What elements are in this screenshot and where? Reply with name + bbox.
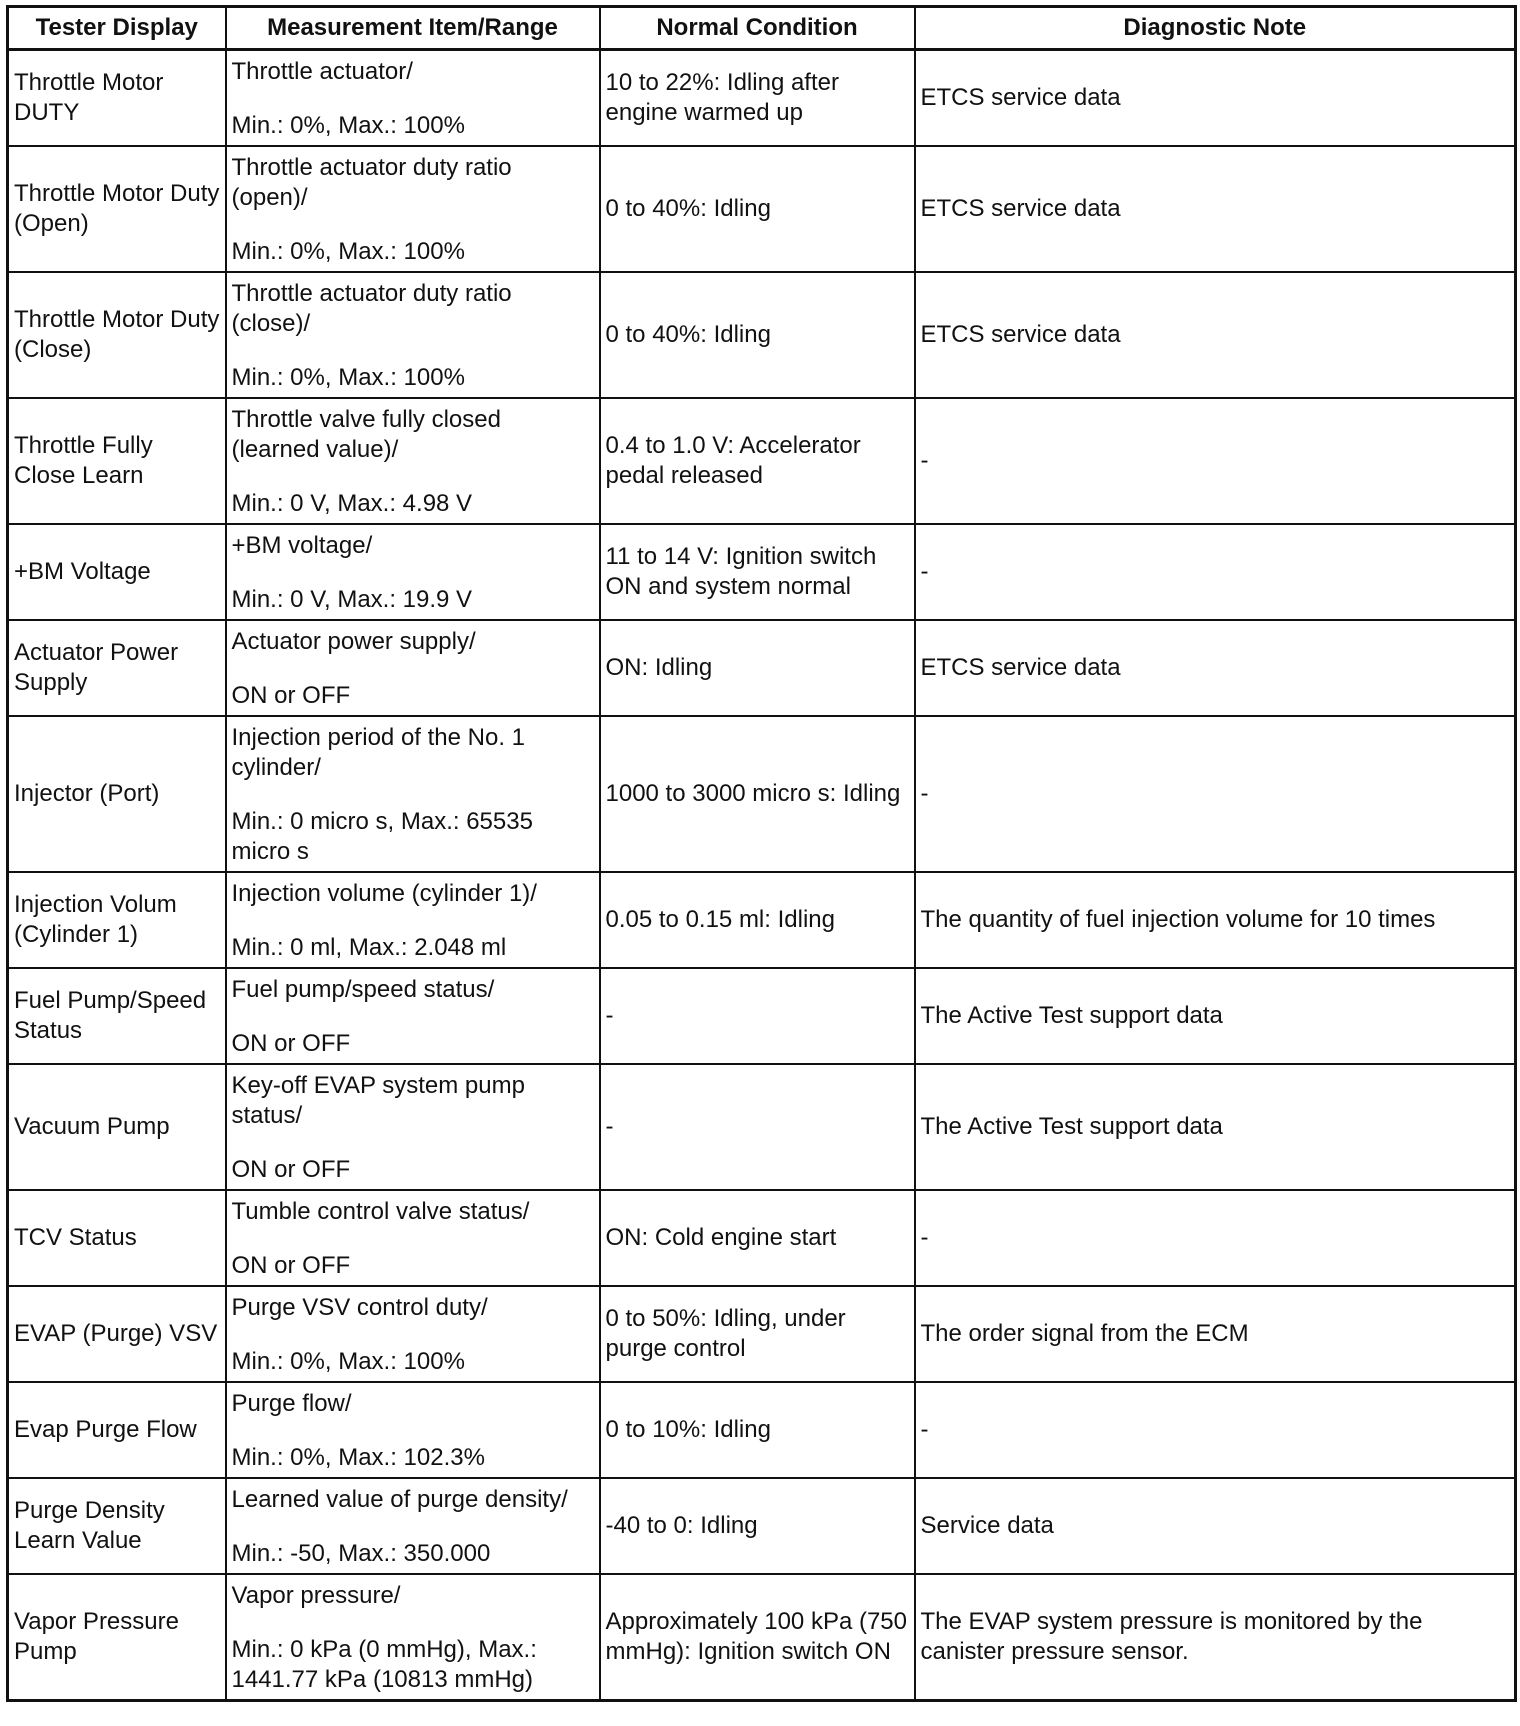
measurement-item-line: (learned value)/ [231,436,399,463]
header-row [8,7,1516,50]
measurement-gap [232,1611,594,1635]
cell-diagnostic-note: The order signal from the ECM [915,1286,1516,1382]
table-row [8,1064,1516,1190]
measurement-range-line: ON or OFF [231,1156,351,1183]
measurement-range-line: ON or OFF [231,1252,351,1279]
cell-tester-display: Evap Purge Flow [8,1382,226,1478]
cell-tester-display: Throttle Fully Close Learn [8,398,226,524]
cell-measurement-item [226,398,600,524]
measurement-item-line: Vapor pressure/ [231,1582,401,1609]
measurement-range-line: Min.: 0%, Max.: 100% [231,1348,465,1375]
measurement-range-line: ON or OFF [231,682,351,709]
cell-tester-display: Injection Volum (Cylinder 1) [8,872,226,968]
table-row [8,620,1516,716]
table-row [8,1478,1516,1574]
measurement-gap [232,1323,594,1347]
cell-tester-display: EVAP (Purge) VSV [8,1286,226,1382]
cell-measurement-item [226,1478,600,1574]
measurement-gap [232,909,594,933]
table-row [8,50,1516,147]
measurement-range-line: Min.: 0 V, Max.: 19.9 V [231,586,473,613]
cell-tester-display: Throttle Motor Duty (Open) [8,146,226,272]
measurement-range-line: ON or OFF [231,1030,351,1057]
cell-normal-condition: 0.05 to 0.15 ml: Idling [600,872,915,968]
cell-diagnostic-note: ETCS service data [915,146,1516,272]
cell-measurement-item [226,524,600,620]
cell-tester-display: Vacuum Pump [8,1064,226,1190]
table-row [8,272,1516,398]
cell-measurement-item [226,146,600,272]
measurement-range-line: Min.: 0 kPa (0 mmHg), Max.: [231,1636,537,1663]
measurement-range-line: Min.: 0%, Max.: 100% [231,238,465,265]
measurement-gap [232,1005,594,1029]
measurement-item-line: Purge VSV control duty/ [231,1294,488,1321]
measurement-gap [232,213,594,237]
measurement-item-line: Throttle actuator duty ratio [231,154,512,181]
cell-normal-condition: ON: Idling [600,620,915,716]
measurement-item-line: Actuator power supply/ [231,628,476,655]
cell-measurement-item [226,1064,600,1190]
cell-tester-display: Throttle Motor Duty (Close) [8,272,226,398]
cell-normal-condition: 0 to 40%: Idling [600,272,915,398]
cell-diagnostic-note: The quantity of fuel injection volume for 10 times [915,872,1516,968]
header-diagnostic-note: Diagnostic Note [915,7,1516,50]
cell-diagnostic-note: ETCS service data [915,50,1516,147]
table-row [8,398,1516,524]
measurement-item-line: Injection volume (cylinder 1)/ [231,880,537,907]
measurement-item-line: Tumble control valve status/ [231,1198,530,1225]
measurement-gap [232,1419,594,1443]
cell-normal-condition: 11 to 14 V: Ignition switch ON and system normal [600,524,915,620]
cell-tester-display: Throttle Motor DUTY [8,50,226,147]
measurement-range-line: 1441.77 kPa (10813 mmHg) [231,1666,533,1693]
cell-measurement-item [226,1286,600,1382]
cell-normal-condition: -40 to 0: Idling [600,1478,915,1574]
measurement-gap [232,561,594,585]
table-row [8,1382,1516,1478]
cell-diagnostic-note: - [915,1190,1516,1286]
cell-normal-condition: 0 to 50%: Idling, under purge control [600,1286,915,1382]
cell-diagnostic-note: - [915,398,1516,524]
table-row [8,1286,1516,1382]
measurement-gap [232,1227,594,1251]
cell-diagnostic-note: - [915,1382,1516,1478]
header-tester-display: Tester Display [8,7,226,50]
measurement-item-line: Fuel pump/speed status/ [231,976,495,1003]
cell-measurement-item [226,968,600,1064]
cell-diagnostic-note: ETCS service data [915,620,1516,716]
cell-diagnostic-note: Service data [915,1478,1516,1574]
table-row [8,1190,1516,1286]
cell-measurement-item [226,1382,600,1478]
measurement-item-line: status/ [231,1102,303,1129]
cell-measurement-item [226,50,600,147]
measurement-gap [232,783,594,807]
cell-diagnostic-note: The Active Test support data [915,1064,1516,1190]
cell-tester-display: Fuel Pump/Speed Status [8,968,226,1064]
measurement-item-line: (open)/ [231,184,308,211]
header-normal-condition: Normal Condition [600,7,915,50]
cell-diagnostic-note: ETCS service data [915,272,1516,398]
cell-diagnostic-note: - [915,716,1516,872]
cell-tester-display: Vapor Pressure Pump [8,1574,226,1701]
table-row [8,146,1516,272]
cell-normal-condition: ON: Cold engine start [600,1190,915,1286]
cell-tester-display: TCV Status [8,1190,226,1286]
data-list-sheet [6,5,1514,1702]
measurement-range-line: Min.: 0%, Max.: 102.3% [231,1444,485,1471]
cell-tester-display: Injector (Port) [8,716,226,872]
measurement-range-line: Min.: 0%, Max.: 100% [231,364,465,391]
cell-normal-condition: 0 to 10%: Idling [600,1382,915,1478]
cell-normal-condition: 1000 to 3000 micro s: Idling [600,716,915,872]
cell-normal-condition: 0.4 to 1.0 V: Accelerator pedal released [600,398,915,524]
measurement-item-line: Key-off EVAP system pump [231,1072,525,1099]
cell-normal-condition: - [600,968,915,1064]
cell-diagnostic-note: The Active Test support data [915,968,1516,1064]
cell-diagnostic-note: The EVAP system pressure is monitored by the canister pressure sensor. [915,1574,1516,1701]
cell-measurement-item [226,716,600,872]
cell-measurement-item [226,620,600,716]
table-row [8,1574,1516,1701]
table-row [8,716,1516,872]
measurement-range-line: Min.: 0 micro s, Max.: 65535 [231,808,533,835]
cell-normal-condition: 10 to 22%: Idling after engine warmed up [600,50,915,147]
table-row [8,968,1516,1064]
measurement-range-line: Min.: 0%, Max.: 100% [231,112,465,139]
data-list-table [6,5,1517,1702]
cell-tester-display: Purge Density Learn Value [8,1478,226,1574]
measurement-item-line: Throttle valve fully closed [231,406,501,433]
measurement-item-line: Throttle actuator/ [231,58,413,85]
cell-measurement-item [226,1574,600,1701]
cell-normal-condition: Approximately 100 kPa (750 mmHg): Ignition switch ON [600,1574,915,1701]
cell-normal-condition: 0 to 40%: Idling [600,146,915,272]
cell-measurement-item [226,1190,600,1286]
measurement-item-line: Purge flow/ [231,1390,352,1417]
cell-measurement-item [226,872,600,968]
table-row [8,524,1516,620]
cell-diagnostic-note: - [915,524,1516,620]
measurement-item-line: Throttle actuator duty ratio [231,280,512,307]
measurement-item-line: cylinder/ [231,754,321,781]
cell-normal-condition: - [600,1064,915,1190]
cell-measurement-item [226,272,600,398]
table-body [8,50,1516,1701]
measurement-item-line: Learned value of purge density/ [231,1486,568,1513]
measurement-item-line: +BM voltage/ [231,532,373,559]
cell-tester-display: +BM Voltage [8,524,226,620]
measurement-range-line: Min.: -50, Max.: 350.000 [231,1540,491,1567]
measurement-range-line: Min.: 0 ml, Max.: 2.048 ml [231,934,507,961]
measurement-gap [232,465,594,489]
header-measurement-item: Measurement Item/Range [226,7,600,50]
cell-tester-display: Actuator Power Supply [8,620,226,716]
measurement-range-line: Min.: 0 V, Max.: 4.98 V [231,490,473,517]
measurement-item-line: Injection period of the No. 1 [231,724,526,751]
measurement-gap [232,87,594,111]
measurement-item-line: (close)/ [231,310,311,337]
measurement-gap [232,1515,594,1539]
measurement-gap [232,339,594,363]
measurement-gap [232,657,594,681]
measurement-gap [232,1131,594,1155]
table-row [8,872,1516,968]
measurement-range-line: micro s [231,838,309,865]
